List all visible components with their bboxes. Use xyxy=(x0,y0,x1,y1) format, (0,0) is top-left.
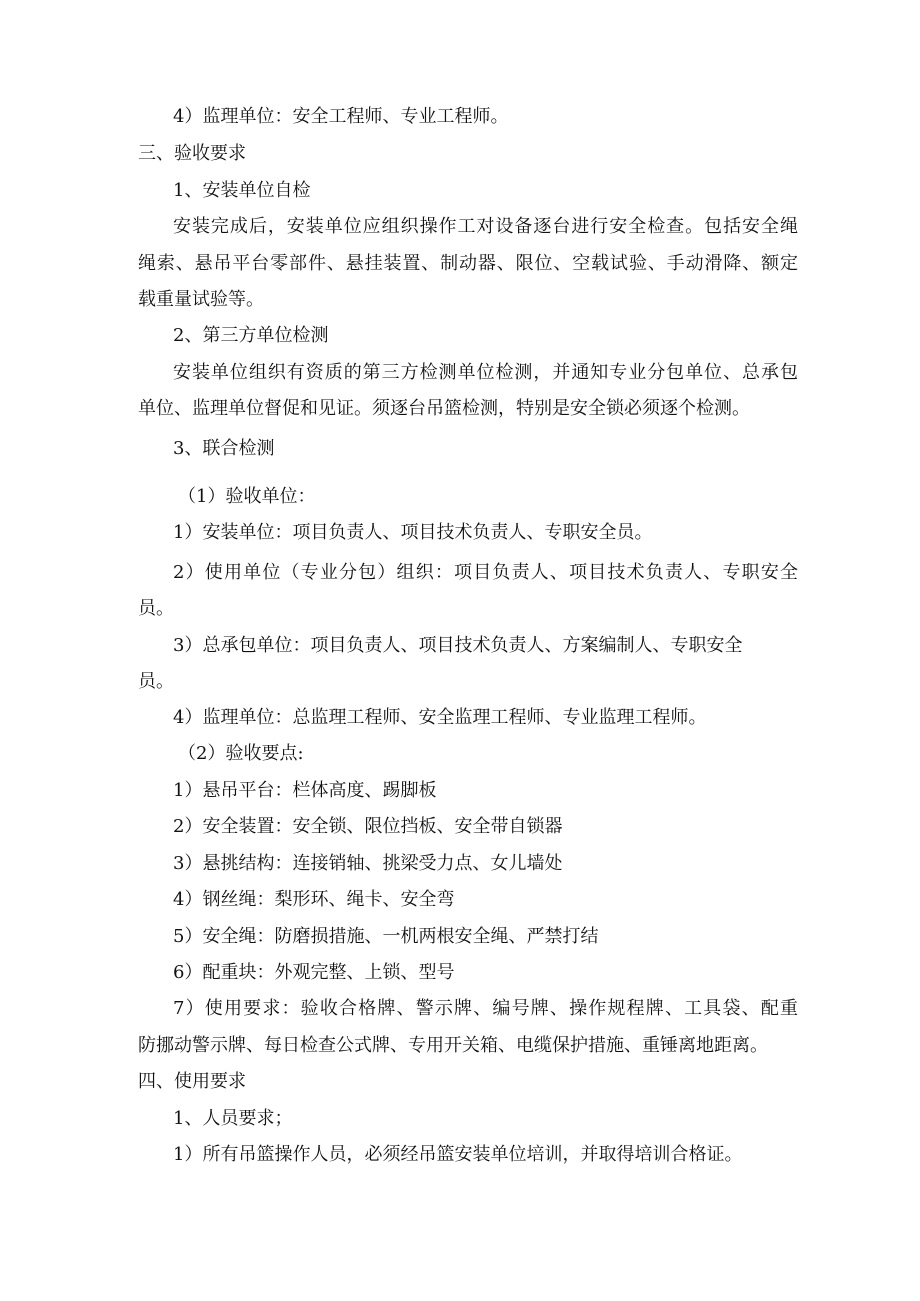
list-item: 1）悬吊平台：栏体高度、踢脚板 xyxy=(173,780,437,801)
list-item: 4）监理单位：总监理工程师、安全监理工程师、专业监理工程师。 xyxy=(173,707,707,728)
subsection-heading: 1、人员要求； xyxy=(173,1108,293,1129)
list-item: 6）配重块：外观完整、上锁、型号 xyxy=(173,962,455,983)
list-item: 7）使用要求：验收合格牌、警示牌、编号牌、操作规程牌、工具袋、配重 xyxy=(173,998,798,1019)
list-heading: （2）验收要点: xyxy=(178,743,304,764)
list-item: 5）安全绳：防磨损措施、一机两根安全绳、严禁打结 xyxy=(173,926,599,947)
list-item: 员。 xyxy=(138,671,174,692)
subsection-heading: 2、第三方单位检测 xyxy=(173,325,329,346)
section-heading: 三、验收要求 xyxy=(138,143,246,164)
list-item: 员。 xyxy=(138,598,174,619)
subsection-heading: 3、联合检测 xyxy=(173,438,275,459)
list-item: 3）总承包单位：项目负责人、项目技术负责人、方案编制人、专职安全 xyxy=(173,635,743,656)
paragraph-line: 4）监理单位：安全工程师、专业工程师。 xyxy=(173,106,509,127)
paragraph-line: 载重量试验等。 xyxy=(138,289,264,310)
paragraph-line: 绳索、悬吊平台零部件、悬挂装置、制动器、限位、空载试验、手动滑降、额定 xyxy=(138,253,798,274)
paragraph-line: 安装完成后，安装单位应组织操作工对设备逐台进行安全检查。包括安全绳 xyxy=(173,216,798,237)
list-item: 3）悬挑结构：连接销轴、挑梁受力点、女儿墙处 xyxy=(173,853,563,874)
list-item: 2）安全装置：安全锁、限位挡板、安全带自锁器 xyxy=(173,816,563,837)
paragraph-line: 安装单位组织有资质的第三方检测单位检测，并通知专业分包单位、总承包 xyxy=(173,362,798,383)
list-item: 2）使用单位（专业分包）组织：项目负责人、项目技术负责人、专职安全 xyxy=(173,562,798,583)
list-item: 1）安装单位：项目负责人、项目技术负责人、专职安全员。 xyxy=(173,522,653,543)
list-heading: （1）验收单位： xyxy=(178,486,316,507)
list-item: 1）所有吊篮操作人员，必须经吊篮安装单位培训，并取得培训合格证。 xyxy=(173,1144,743,1165)
section-heading: 四、使用要求 xyxy=(138,1071,246,1092)
list-item: 4）钢丝绳：梨形环、绳卡、安全弯 xyxy=(173,889,455,910)
subsection-heading: 1、安装单位自检 xyxy=(173,180,311,201)
list-item: 防挪动警示牌、每日检查公式牌、专用开关箱、电缆保护措施、重锤离地距离。 xyxy=(138,1035,768,1056)
paragraph-line: 单位、监理单位督促和见证。须逐台吊篮检测，特别是安全锁必须逐个检测。 xyxy=(138,398,750,419)
